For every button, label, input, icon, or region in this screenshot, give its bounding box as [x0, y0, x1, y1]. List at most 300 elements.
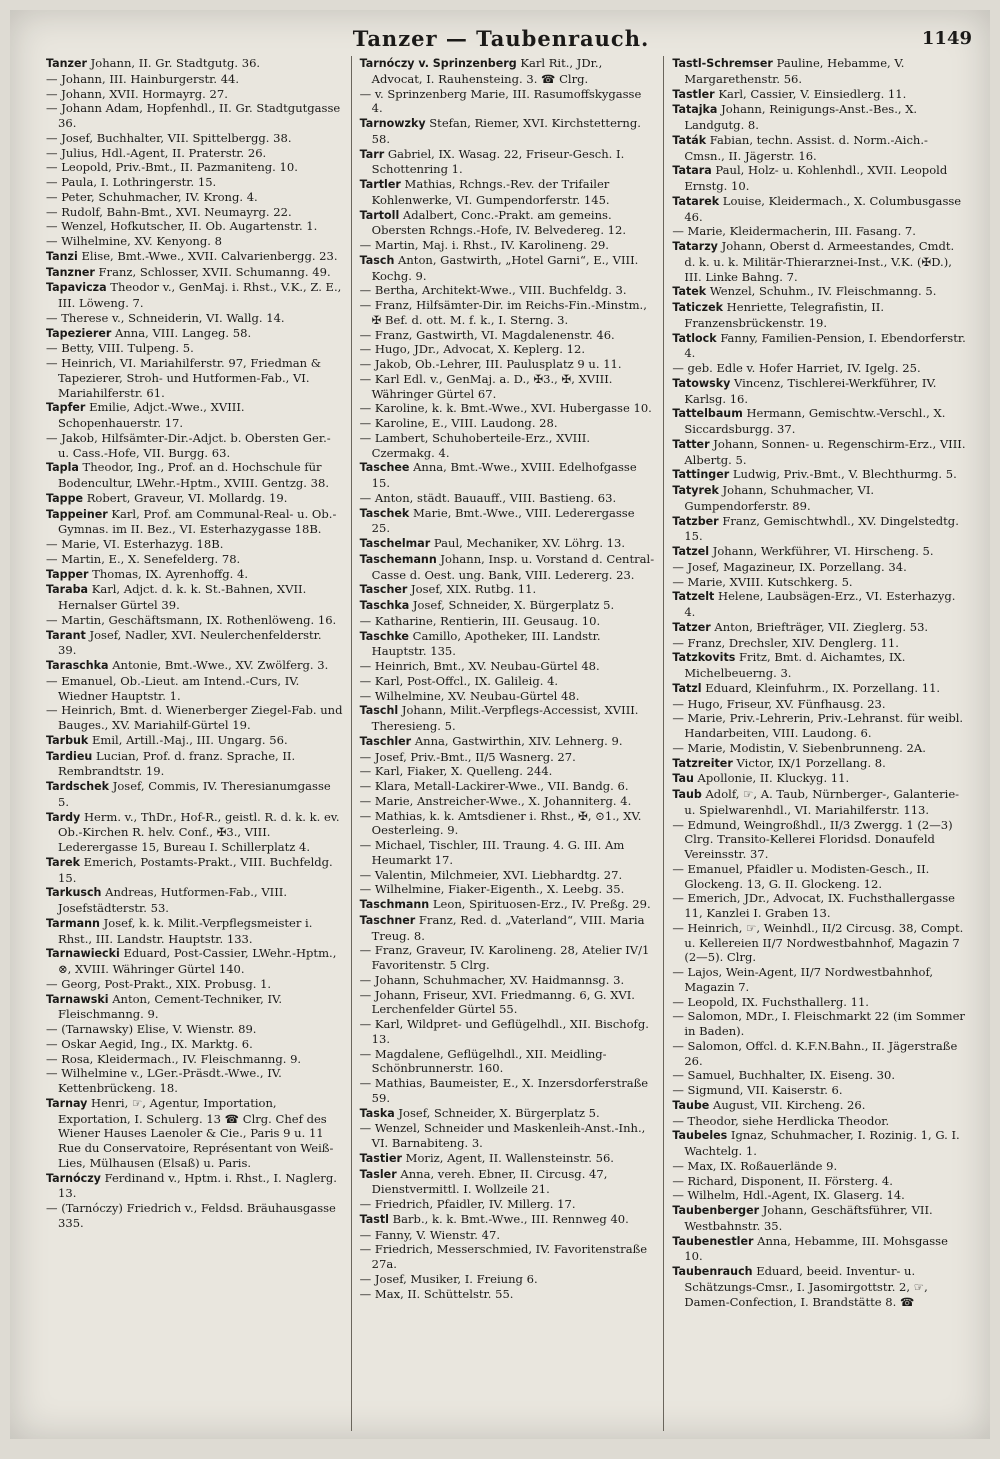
entry-details: — Marie, XVIII. Kutschkerg. 5. — [672, 574, 853, 589]
entry-surname: Tatter — [672, 437, 710, 451]
entry-details: — Karl Edl. v., GenMaj. a. D., ✠3., ✠, XVIII. Währinger Gürtel 67. — [359, 371, 613, 401]
entry-details: Karl, Cassier, V. Einsiedlerg. 11. — [718, 86, 907, 101]
entry-details: — Franz, Graveur, IV. Karolineng. 28, Atelier IV/1 Favoritenstr. 5 Clrg. — [359, 943, 650, 972]
entry-details: Anna, vereh. Ebner, II. Circusg. 47, Dienstvermittl. I. Wollzeile 21. — [371, 1166, 608, 1197]
directory-entry — [360, 253, 656, 284]
entry-details: — Julius, Hdl.-Agent, II. Praterstr. 26. — [46, 145, 267, 160]
entry-details: — Hugo, JDr., Advocat, X. Keplerg. 12. — [359, 342, 585, 357]
entry-surname: Taschemann — [359, 552, 437, 566]
entry-surname: Tatzer — [672, 620, 711, 634]
entry-details: — Karoline, k. k. Bmt.-Wwe., XVI. Hubergasse 10. — [359, 401, 652, 416]
entry-surname: Tarant — [46, 628, 86, 642]
entry-details: Victor, IX/1 Porzellang. 8. — [736, 755, 886, 770]
directory-entry — [360, 764, 656, 779]
entry-surname: Tanzi — [46, 249, 78, 263]
directory-entry — [672, 636, 968, 651]
entry-surname: Tarbuk — [46, 733, 89, 747]
directory-entry — [360, 973, 656, 988]
entry-surname: Taraba — [46, 583, 89, 597]
directory-entry — [46, 234, 343, 249]
directory-entry — [360, 868, 656, 883]
directory-entry — [360, 460, 656, 491]
entry-details: Vincenz, Tischlerei-Werkführer, IV. Karlsg. 16. — [684, 375, 937, 406]
entry-surname: Tarmann — [46, 916, 100, 930]
entry-surname: Taube — [672, 1098, 710, 1112]
directory-entry — [360, 674, 656, 689]
entry-surname: Tarnóczy v. Sprinzenberg — [359, 57, 517, 70]
entry-details: — Jakob, Ob.-Lehrer, III. Paulusplatz 9 u. 11. — [359, 357, 622, 371]
entry-details: Josef, Schneider, X. Bürgerplatz 5. — [398, 1105, 600, 1120]
entry-details: — Karoline, E., VIII. Laudong. 28. — [359, 416, 558, 430]
entry-details: — Johann, Schuhmacher, XV. Haidmannsg. 3. — [359, 972, 625, 987]
entry-surname: Tatarek — [672, 194, 720, 208]
entry-surname: Taschek — [359, 506, 410, 520]
directory-entry — [360, 1272, 656, 1287]
entry-details: Marie, Bmt.-Wwe., VIII. Lederergasse 25. — [371, 505, 635, 536]
entry-surname: Taták — [672, 133, 707, 147]
directory-entry — [46, 628, 343, 659]
directory-entry — [360, 328, 656, 343]
entry-details: — Marie, Priv.-Lehrerin, Priv.-Lehranst. für weibl. Handarbeiten, VIII. Laudong. 6. — [672, 711, 964, 740]
entry-details: Ludwig, Priv.-Bmt., V. Blechthurmg. 5. — [732, 467, 957, 482]
directory-entry — [46, 341, 343, 356]
entry-surname: Tastler — [672, 87, 715, 101]
directory-entry — [672, 1264, 968, 1309]
entry-details: — Emanuel, Pfaidler u. Modisten-Gesch., II. Glockeng. 13, G. II. Glockeng. 12. — [672, 861, 930, 891]
entry-surname: Tapezierer — [46, 326, 112, 340]
entry-details: Anna, Hebamme, III. Mohsgasse 10. — [684, 1233, 948, 1264]
directory-entry — [46, 810, 343, 855]
entry-details: — Rosa, Kleidermach., IV. Fleischmanng. 9. — [46, 1051, 302, 1066]
directory-page — [10, 10, 990, 1439]
directory-entry — [360, 882, 656, 897]
directory-entry — [672, 756, 968, 772]
entry-details: Wenzel, Schuhm., IV. Fleischmanng. 5. — [709, 284, 937, 299]
entry-surname: Tarnay — [46, 1096, 88, 1110]
entry-details: — Georg, Post-Prakt., XIX. Probusg. 1. — [46, 976, 272, 991]
directory-entry — [360, 1228, 656, 1243]
entry-details: — Bertha, Architekt-Wwe., VIII. Buchfeldg. 3. — [359, 283, 627, 298]
entry-details: Henri, ☞, Agentur, Importation, Exportation, I. Schulerg. 13 ☎ Clrg. Chef des Wiener Hauses Laenoler & Cie., Paris 9 u. 11 Rue du Conservatoire, Représentant von Weiß-Lies, Mülhausen (Elsaß) u. Paris. — [58, 1095, 334, 1170]
entry-details: Johann, Oberst d. Armeestandes, Cmdt. d. k. u. k. Militär-Thierarznei-Inst., V.K. (✠D.), III. Linke Bahng. 7. — [684, 239, 955, 284]
directory-entry — [46, 733, 343, 749]
directory-entry — [672, 483, 968, 514]
entry-surname: Tatarzy — [672, 240, 718, 253]
entry-details: — Katharine, Rentierin, III. Geusaug. 10. — [359, 613, 601, 628]
entry-details: Johann, Schuhmacher, VI. Gumpendorferstr. 89. — [684, 483, 875, 513]
directory-entry — [672, 1083, 968, 1098]
entry-details: — Martin, E., X. Senefelderg. 78. — [46, 551, 241, 566]
entry-details: Antonie, Bmt.-Wwe., XV. Zwölferg. 3. — [112, 658, 329, 672]
directory-entry — [46, 326, 343, 342]
entry-details: Herm. v., ThDr., Hof-R., geistl. R. d. k. k. ev. Ob.-Kirchen R. helv. Conf., ✠3., VIII. Lederergasse 15, Bureau I. Schillerplatz 4. — [58, 809, 340, 854]
directory-entry — [672, 741, 968, 756]
entry-details: Emilie, Adjct.-Wwe., XVIII. Schopenhauerstr. 17. — [58, 400, 245, 430]
entry-details: Gabriel, IX. Wasag. 22, Friseur-Gesch. I. Schottenring 1. — [371, 146, 625, 177]
entry-details: Mathias, Rchngs.-Rev. der Trifailer Kohlenwerke, VI. Gumpendorferstr. 145. — [371, 177, 610, 207]
entry-details: — Mathias, Baumeister, E., X. Inzersdorferstraße 59. — [359, 1076, 649, 1105]
directory-entry — [672, 1068, 968, 1083]
directory-entry — [46, 1201, 343, 1231]
entry-details: Franz, Red. d. „Vaterland“, VIII. Maria Treug. 8. — [371, 912, 645, 943]
directory-entry — [46, 87, 343, 102]
directory-entry — [46, 855, 343, 886]
entry-details: Emerich, Postamts-Prakt., VIII. Buchfeldg. 15. — [58, 854, 333, 885]
entry-details: Moriz, Agent, II. Wallensteinstr. 56. — [405, 1150, 614, 1165]
directory-entry — [360, 943, 656, 973]
entry-details: — Johann, XVII. Hormayrg. 27. — [46, 86, 228, 101]
entry-details: Josef, Nadler, XVI. Neulerchenfelderstr. 39. — [58, 627, 322, 658]
entry-details: Anton, Briefträger, VII. Zieglerg. 53. — [714, 619, 929, 634]
entry-surname: Tarnawski — [46, 992, 109, 1006]
directory-entry — [360, 283, 656, 298]
entry-surname: Taschner — [359, 913, 416, 927]
entry-details: — Wilhelmine, Fiaker-Eigenth., X. Leebg. 35. — [359, 882, 625, 897]
entry-details: Anton, Gastwirth, „Hotel Garni“, E., VIII. Kochg. 9. — [371, 252, 639, 283]
directory-entry — [360, 298, 656, 328]
entry-details: — Mathias, k. k. Amtsdiener i. Rhst., ✠, ⊙1., XV. Oesterleing. 9. — [359, 808, 642, 838]
directory-entry — [360, 838, 656, 868]
entry-details: Johann, Geschäftsführer, VII. Westbahnstr. 35. — [684, 1203, 933, 1233]
directory-entry — [46, 703, 343, 733]
directory-entry — [360, 372, 656, 402]
directory-entry — [360, 794, 656, 809]
entry-details: — Wilhelmine v., LGer.-Präsdt.-Wwe., IV. Kettenbrückeng. 18. — [46, 1066, 282, 1095]
directory-entry — [46, 977, 343, 992]
entry-details: Camillo, Apotheker, III. Landstr. Hauptstr. 135. — [371, 628, 601, 659]
directory-entry — [360, 689, 656, 704]
directory-entry — [360, 1287, 656, 1302]
entry-details: — Max, IX. Roßauerlände 9. — [672, 1158, 838, 1173]
entry-surname: Taschke — [359, 629, 409, 643]
entry-surname: Tatzkovits — [672, 651, 736, 665]
entry-details: — Wilhelmine, XV. Kenyong. 8 — [46, 234, 222, 248]
directory-entry — [360, 598, 656, 614]
entry-details: — Wenzel, Hofkutscher, II. Ob. Augartenstr. 1. — [46, 219, 318, 234]
entry-details: Eduard, Post-Cassier, LWehr.-Hptm., ⊗, XVIII. Währinger Gürtel 140. — [58, 946, 337, 976]
directory-entry — [46, 146, 343, 161]
directory-entry — [46, 311, 343, 326]
entry-surname: Tatzl — [672, 681, 702, 695]
directory-entry — [672, 1098, 968, 1114]
entry-details: Barb., k. k. Bmt.-Wwe., III. Rennweg 40. — [392, 1211, 629, 1226]
directory-entry — [360, 1167, 656, 1198]
directory-entry — [360, 1242, 656, 1272]
directory-entry — [672, 1188, 968, 1203]
directory-entry — [46, 1037, 343, 1052]
entry-surname: Taschelmar — [359, 537, 431, 550]
entry-details: — Anton, städt. Bauauff., VIII. Bastieng. 63. — [359, 490, 617, 505]
entry-details: — Jakob, Hilfsämter-Dir.-Adjct. b. Obersten Ger.- u. Cass.-Hofe, VII. Burgg. 63. — [46, 430, 331, 460]
entry-details: Theodor v., GenMaj. i. Rhst., V.K., Z. E., III. Löweng. 7. — [58, 280, 342, 310]
entry-details: — geb. Edle v. Hofer Harriet, IV. Igelg. 25. — [672, 361, 921, 375]
directory-entry — [46, 1096, 343, 1171]
entry-surname: Tarek — [46, 855, 80, 869]
directory-entry — [672, 560, 968, 575]
entry-details: Karl, Prof. am Communal-Real- u. Ob.-Gymnas. im II. Bez., VI. Esterhazygasse 18B. — [58, 506, 337, 537]
entry-surname: Tarnóczy — [46, 1171, 101, 1185]
directory-entry — [46, 431, 343, 461]
directory-entry — [360, 779, 656, 794]
directory-columns — [38, 56, 976, 1431]
directory-entry — [46, 1066, 343, 1096]
entry-surname: Tapla — [46, 461, 79, 475]
entry-details: — Wilhelmine, XV. Neubau-Gürtel 48. — [359, 688, 580, 703]
entry-surname: Tapavicza — [46, 281, 107, 295]
directory-entry — [360, 506, 656, 537]
entry-surname: Tanzer — [46, 57, 87, 70]
directory-entry — [46, 1171, 343, 1202]
entry-details: — Josef, Magazineur, IX. Porzellang. 34. — [672, 559, 907, 574]
entry-details: — Valentin, Milchmeier, XVI. Liebhardtg. 27. — [359, 867, 623, 882]
directory-entry — [672, 300, 968, 331]
directory-entry — [360, 1047, 656, 1077]
directory-entry — [672, 239, 968, 284]
directory-entry — [360, 1017, 656, 1047]
entry-surname: Tasler — [359, 1167, 397, 1181]
directory-entry — [672, 514, 968, 545]
entry-surname: Tatara — [672, 164, 712, 178]
directory-entry — [46, 175, 343, 190]
directory-entry — [360, 897, 656, 913]
entry-details: Anna, Bmt.-Wwe., XVIII. Edelhofgasse 15. — [371, 460, 637, 490]
entry-details: Adalbert, Conc.-Prakt. am gemeins. Obersten Rchngs.-Hofe, IV. Belvedereg. 12. — [371, 207, 627, 238]
entry-details: — (Tarnawsky) Elise, V. Wienstr. 89. — [46, 1022, 257, 1036]
entry-surname: Taraschka — [46, 659, 109, 672]
directory-entry — [360, 87, 656, 117]
directory-entry — [672, 787, 968, 818]
entry-surname: Tapfer — [46, 401, 86, 415]
entry-details: Louise, Kleidermach., X. Columbusgasse 46. — [684, 193, 962, 224]
entry-details: — Franz, Drechsler, XIV. Denglerg. 11. — [672, 635, 899, 650]
entry-details: Pauline, Hebamme, V. Margarethenstr. 56. — [684, 56, 905, 86]
directory-entry — [672, 1203, 968, 1234]
directory-entry — [46, 552, 343, 567]
entry-details: — Heinrich, Bmt., XV. Neubau-Gürtel 48. — [359, 659, 600, 673]
entry-surname: Tatzreiter — [672, 756, 733, 770]
entry-details: Josef, k. k. Milit.-Verpflegsmeister i. Rhst., III. Landstr. Hauptstr. 133. — [58, 915, 313, 946]
directory-entry — [46, 72, 343, 87]
directory-entry — [360, 56, 656, 87]
entry-details: — Michael, Tischler, III. Traung. 4. G. III. Am Heumarkt 17. — [359, 838, 625, 867]
directory-entry — [46, 205, 343, 220]
entry-surname: Tatzel — [672, 545, 710, 558]
entry-surname: Tastl — [359, 1212, 389, 1226]
entry-surname: Tatzber — [672, 514, 719, 528]
page-header — [30, 22, 972, 56]
directory-entry — [672, 681, 968, 697]
entry-details: Fanny, Familien-Pension, I. Ebendorferstr. 4. — [684, 330, 966, 361]
directory-entry — [360, 431, 656, 461]
entry-details: Anna, VIII. Langeg. 58. — [115, 325, 252, 340]
directory-entry — [46, 567, 343, 583]
directory-entry — [672, 1114, 968, 1129]
directory-entry — [672, 771, 968, 787]
entry-details: — Emanuel, Ob.-Lieut. am Intend.-Curs, IV. Wiedner Hauptstr. 1. — [46, 673, 300, 703]
directory-entry — [360, 703, 656, 734]
entry-surname: Tatowsky — [672, 376, 731, 390]
entry-details: Theodor, Ing., Prof. an d. Hochschule für Bodencultur, LWehr.-Hptm., XVIII. Gentzg. 38. — [58, 460, 330, 490]
entry-details: — Samuel, Buchhalter, IX. Eiseng. 30. — [672, 1068, 896, 1083]
directory-entry — [360, 147, 656, 178]
directory-entry — [672, 921, 968, 965]
entry-details: Helene, Laubsägen-Erz., VI. Esterhazyg. 4. — [684, 589, 956, 619]
entry-details: Emil, Artill.-Maj., III. Ungarg. 56. — [91, 732, 288, 747]
directory-entry — [360, 809, 656, 839]
directory-entry — [360, 1121, 656, 1151]
directory-entry — [672, 995, 968, 1010]
directory-entry — [46, 992, 343, 1023]
entry-surname: Tasch — [359, 253, 395, 267]
entry-details: — Oskar Aegid, Ing., IX. Marktg. 6. — [46, 1036, 253, 1051]
entry-surname: Taubenrauch — [672, 1265, 753, 1278]
entry-details: Ignaz, Schuhmacher, I. Rozinig. 1, G. I. Wachtelg. 1. — [684, 1128, 960, 1158]
entry-details: Thomas, IX. Ayrenhoffg. 4. — [92, 566, 249, 581]
directory-entry — [672, 163, 968, 194]
directory-entry — [360, 238, 656, 253]
entry-details: Karl Rit., JDr., Advocat, I. Rauhensteing. 3. ☎ Clrg. — [371, 56, 603, 86]
entry-surname: Tapper — [46, 567, 89, 581]
entry-details: Fritz, Bmt. d. Aichamtes, IX. Michelbeuerng. 3. — [684, 650, 906, 680]
entry-details: — Martin, Geschäftsmann, IX. Rothenlöweng. 16. — [46, 612, 337, 627]
entry-surname: Tastier — [359, 1151, 402, 1165]
entry-details: — Karl, Fiaker, X. Quelleng. 244. — [359, 764, 553, 779]
entry-details: — Wenzel, Schneider und Maskenleih-Anst.-Inh., VI. Barnabiteng. 3. — [359, 1121, 646, 1150]
directory-entry — [672, 406, 968, 437]
entry-surname: Tatlock — [672, 331, 717, 345]
directory-entry — [360, 629, 656, 660]
directory-entry — [672, 891, 968, 921]
entry-details: — Karl, Post-Offcl., IX. Galileig. 4. — [359, 673, 559, 688]
directory-entry — [672, 575, 968, 590]
entry-details: — Emerich, JDr., Advocat, IX. Fuchsthallergasse 11, Kanzlei I. Graben 13. — [672, 891, 955, 920]
entry-details: — Martin, Maj. i. Rhst., IV. Karolineng. 29. — [359, 238, 609, 252]
directory-entry — [672, 818, 968, 862]
entry-details: Johann, II. Gr. Stadtgutg. 36. — [90, 56, 261, 70]
directory-entry — [672, 1159, 968, 1174]
entry-surname: Tarr — [359, 147, 385, 161]
directory-entry — [672, 467, 968, 483]
directory-entry — [46, 1022, 343, 1037]
entry-details: Elise, Bmt.-Wwe., XVII. Calvarienbergg. 23. — [81, 248, 338, 263]
entry-details: — Franz, Gastwirth, VI. Magdalenenstr. 46. — [359, 327, 615, 342]
directory-entry — [360, 552, 656, 583]
entry-details: — Josef, Priv.-Bmt., II/5 Wasnerg. 27. — [359, 749, 576, 764]
directory-entry — [360, 1151, 656, 1167]
entry-details: — Heinrich, VI. Mariahilferstr. 97, Friedman & Tapezierer, Stroh- und Hutformen-Fab., VI. Mariahilferstr. 61. — [46, 356, 322, 400]
directory-entry — [360, 342, 656, 357]
directory-entry — [46, 101, 343, 131]
directory-entry — [46, 946, 343, 977]
entry-details: — Johann, Friseur, XVI. Friedmanng. 6, G. XVI. Lerchenfelder Gürtel 55. — [359, 987, 635, 1017]
directory-entry — [672, 862, 968, 892]
directory-entry — [672, 544, 968, 560]
entry-surname: Tappeiner — [46, 507, 108, 521]
page-title: Tanzer — Taubenrauch. — [352, 26, 650, 51]
directory-entry — [672, 1128, 968, 1159]
directory-entry — [46, 219, 343, 234]
entry-surname: Taticzek — [672, 301, 723, 314]
entry-details: — Friedrich, Pfaidler, IV. Millerg. 17. — [359, 1197, 576, 1211]
directory-entry — [672, 376, 968, 407]
directory-entry — [360, 1212, 656, 1228]
entry-surname: Tattinger — [672, 468, 730, 482]
directory-entry — [360, 536, 656, 552]
entry-details: Johann, Reinigungs-Anst.-Bes., X. Landgutg. 8. — [684, 102, 918, 132]
directory-entry — [46, 582, 343, 613]
entry-surname: Tarnowzky — [359, 117, 426, 130]
entry-details: August, VII. Kircheng. 26. — [713, 1097, 866, 1112]
entry-surname: Tartoll — [359, 208, 400, 222]
entry-details: Franz, Gemischtwhdl., XV. Dingelstedtg. 15. — [684, 513, 959, 544]
directory-entry — [672, 133, 968, 164]
directory-entry — [360, 913, 656, 944]
entry-surname: Tascher — [359, 583, 408, 597]
directory-entry — [46, 507, 343, 538]
entry-details: Eduard, Kleinfuhrm., IX. Porzellang. 11. — [705, 680, 941, 695]
entry-details: — Friedrich, Messerschmied, IV. Favoritenstraße 27a. — [359, 1242, 648, 1271]
entry-surname: Taschler — [359, 734, 412, 748]
entry-details: — Marie, Kleidermacherin, III. Fasang. 7. — [672, 224, 916, 239]
entry-details: — Johann, III. Hainburgerstr. 44. — [46, 71, 240, 86]
entry-details: — (Tarnóczy) Friedrich v., Feldsd. Bräuhausgasse 335. — [46, 1201, 336, 1230]
directory-entry — [360, 177, 656, 208]
directory-entry — [46, 749, 343, 780]
entry-surname: Taubenberger — [672, 1204, 760, 1217]
directory-entry — [360, 659, 656, 674]
entry-details: — Theodor, siehe Herdlicka Theodor. — [672, 1113, 890, 1128]
entry-details: — Richard, Disponent, II. Försterg. 4. — [672, 1173, 893, 1188]
entry-details: — Rudolf, Bahn-Bmt., XVI. Neumayrg. 22. — [46, 204, 292, 219]
directory-entry — [672, 965, 968, 995]
directory-entry — [46, 537, 343, 552]
entry-surname: Taschmann — [359, 898, 430, 911]
entry-details: — Leopold, Priv.-Bmt., II. Pazmaniteng. 10. — [46, 160, 298, 175]
entry-surname: Taschee — [359, 461, 410, 475]
directory-entry — [360, 401, 656, 416]
entry-surname: Tattelbaum — [672, 407, 743, 421]
directory-entry — [672, 437, 968, 468]
directory-entry — [46, 400, 343, 431]
entry-details: — Magdalene, Geflügelhdl., XII. Meidling-Schönbrunnerstr. 160. — [359, 1046, 607, 1076]
directory-entry — [672, 87, 968, 103]
entry-details: Johann, Werkführer, VI. Hirscheng. 5. — [712, 544, 934, 558]
entry-details: — Johann Adam, Hopfenhdl., II. Gr. Stadtgutgasse 36. — [46, 101, 341, 130]
directory-entry — [672, 224, 968, 239]
directory-entry — [360, 582, 656, 598]
entry-details: — Fanny, V. Wienstr. 47. — [359, 1227, 500, 1242]
directory-entry — [360, 750, 656, 765]
directory-entry — [46, 460, 343, 491]
directory-entry — [672, 331, 968, 362]
entry-details: Josef, XIX. Rutbg. 11. — [411, 582, 537, 597]
directory-entry — [672, 284, 968, 300]
entry-details: — Hugo, Friseur, XV. Fünfhausg. 23. — [672, 696, 886, 711]
entry-details: Johann, Sonnen- u. Regenschirm-Erz., VIII. Albertg. 5. — [684, 436, 966, 467]
directory-entry — [46, 916, 343, 947]
directory-entry — [46, 131, 343, 146]
entry-surname: Taschka — [359, 599, 410, 612]
directory-entry — [46, 613, 343, 628]
directory-entry — [46, 1052, 343, 1067]
entry-details: Eduard, beeid. Inventur- u. Schätzungs-Cmsr., I. Jasomirgottstr. 2, ☞, Damen-Confection, I. Brandstätte 8. ☎ — [684, 1264, 928, 1309]
directory-entry — [360, 1106, 656, 1122]
entry-details: — Therese v., Schneiderin, VI. Wallg. 14. — [46, 310, 285, 325]
directory-column-2 — [351, 56, 664, 1431]
entry-details: — Franz, Hilfsämter-Dir. im Reichs-Fin.-Minstm., ✠ Bef. d. ott. M. f. k., I. Sterng. 3. — [359, 298, 647, 327]
entry-details: Andreas, Hutformen-Fab., VIII. Josefstädterstr. 53. — [58, 885, 288, 915]
entry-details: — Edmund, Weingroßhdl., II/3 Zwergg. 1 (2—3) Clrg. Transito-Kellerei Floridsd. Donaufeld Vereinsstr. 37. — [672, 817, 953, 861]
